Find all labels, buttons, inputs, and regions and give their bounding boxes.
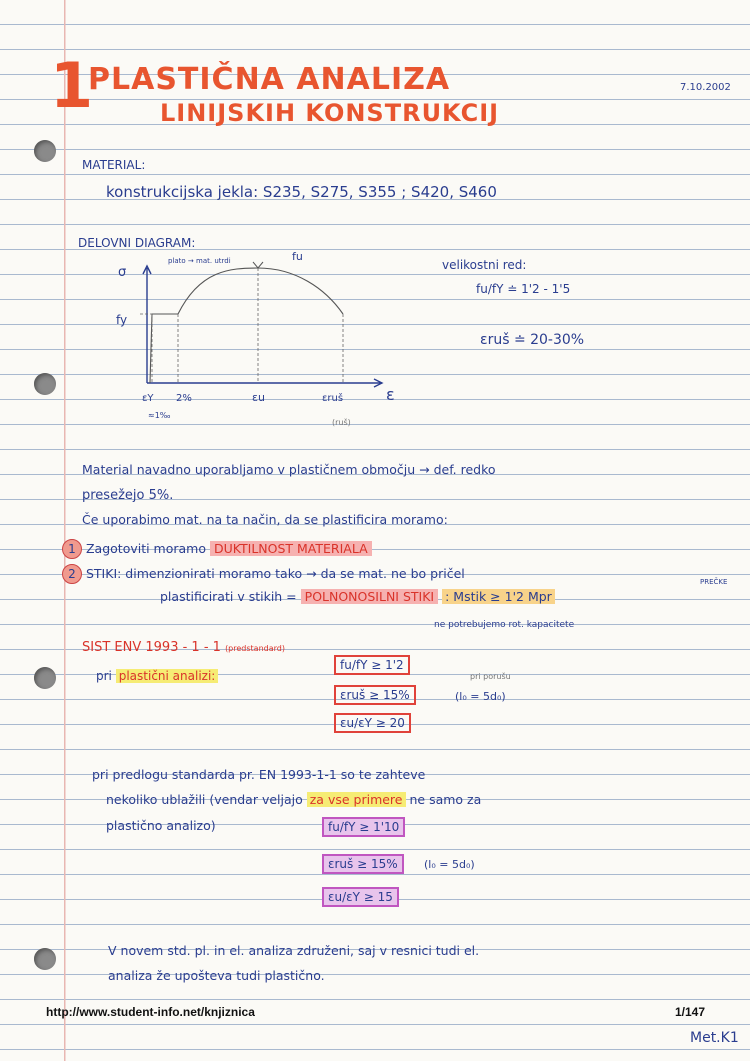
sist-req-ratio: fu/fY ≥ 1'2	[334, 655, 410, 675]
body-line-1: Material navadno uporabljamo v plastičnem območju → def. redko	[82, 462, 496, 477]
page-mark: Met.K1	[690, 1030, 739, 1046]
sist-heading	[82, 640, 285, 655]
fu-marker	[253, 262, 263, 268]
pren-line2-suffix: ne samo za	[409, 792, 482, 807]
body-line-2: presežejo 5%.	[82, 488, 174, 503]
sist-title: SIST ENV 1993 - 1 - 1	[82, 640, 221, 655]
pren-line-3: plastično analizo)	[106, 818, 216, 833]
sist-note: (predstandard)	[225, 644, 285, 653]
tick-ey: εY	[142, 393, 154, 404]
ratio-order: fu/fY ≐ 1'2 - 1'5	[476, 282, 571, 296]
punch-hole	[34, 140, 56, 162]
requirement-1	[62, 539, 372, 559]
date: 7.10.2002	[680, 82, 731, 93]
ductility-highlight: DUKTILNOST MATERIALA	[210, 541, 372, 556]
item1-prefix: Zagotoviti moramo	[85, 541, 207, 556]
stress-strain-curve	[150, 268, 343, 383]
material-text: konstrukcijska jekla: S235, S275, S355 ; S420, S460	[106, 183, 497, 201]
punch-hole	[34, 373, 56, 395]
note-ey: ≈1‰	[148, 411, 171, 420]
pren-line-1: pri predlogu standarda pr. EN 1993-1-1 so te zahteve	[92, 767, 426, 782]
tick-erus: εruš	[322, 393, 344, 404]
sist-bullet	[96, 669, 218, 683]
closing-line-1: V novem std. pl. in el. analiza združeni, saj v resnici tudi el.	[108, 943, 480, 958]
sist-req-elongation: εruš ≥ 15%	[334, 685, 416, 705]
pren-req2-note: (l₀ = 5d₀)	[424, 858, 475, 871]
joint-moment-formula: : Mstik ≥ 1'2 Mpr	[442, 589, 555, 604]
sist-req2-note: (l₀ = 5d₀)	[455, 690, 506, 703]
sist-req-strain: εu/εY ≥ 20	[334, 713, 411, 733]
all-cases-highlight: za vse primere	[307, 792, 406, 807]
page-number: 1/147	[675, 1005, 706, 1019]
diagram-heading: DELOVNI DIAGRAM:	[78, 236, 196, 250]
punch-hole	[34, 948, 56, 970]
fy-label: fy	[116, 313, 128, 327]
requirement-2	[62, 564, 465, 584]
tick-eu: εu	[252, 391, 265, 404]
tick-2pct: 2%	[176, 393, 192, 404]
item-number-1: 1	[62, 539, 82, 559]
requirement-2-line2	[160, 589, 555, 604]
pren-req-elongation: εruš ≥ 15%	[322, 854, 404, 874]
pren-line2-prefix: nekoliko ublažili (vendar veljajo	[106, 792, 303, 807]
pren-line-2	[106, 792, 481, 807]
plastic-analysis-highlight: plastični analizi:	[116, 669, 219, 683]
fu-label: fu	[292, 250, 303, 263]
punch-hole	[34, 667, 56, 689]
note-rus: (ruš)	[332, 418, 351, 427]
closing-line-2: analiza že upošteva tudi plastično.	[108, 968, 325, 983]
axis-y-label: σ	[118, 265, 127, 280]
chapter-number: 1	[50, 49, 95, 122]
item2-prefix: STIKI: dimenzionirati moramo tako → da se mat. ne bo pričel	[85, 566, 465, 581]
page-subtitle: LINIJSKIH KONSTRUKCIJ	[160, 99, 500, 127]
item-number-2: 2	[62, 564, 82, 584]
pren-req-ratio: fu/fY ≥ 1'10	[322, 817, 405, 837]
erus-order: εruš ≐ 20-30%	[480, 332, 585, 348]
footer-url[interactable]: http://www.student-info.net/knjiznica	[46, 1005, 255, 1019]
joints-highlight: POLNONOSILNI STIKI	[301, 589, 438, 604]
material-heading: MATERIAL:	[82, 158, 146, 172]
rotation-note: ne potrebujemo rot. kapacitete	[434, 620, 575, 630]
sist-note-top: pri porušu	[470, 672, 511, 681]
order-heading: velikostni red:	[442, 258, 527, 272]
axis-x-label: ε	[386, 385, 395, 404]
page-title: PLASTIČNA ANALIZA	[88, 62, 451, 97]
item2-line2-prefix: plastificirati v stikih =	[160, 589, 297, 604]
stress-strain-diagram	[110, 250, 400, 435]
body-line-3: Če uporabimo mat. na ta način, da se plastificira moramo:	[82, 512, 448, 527]
beam-superscript: PREČKE	[700, 578, 728, 586]
plateau-label: plato → mat. utrdi	[168, 257, 231, 265]
pren-req-strain: εu/εY ≥ 15	[322, 887, 399, 907]
sist-bullet-prefix: pri	[96, 669, 112, 683]
